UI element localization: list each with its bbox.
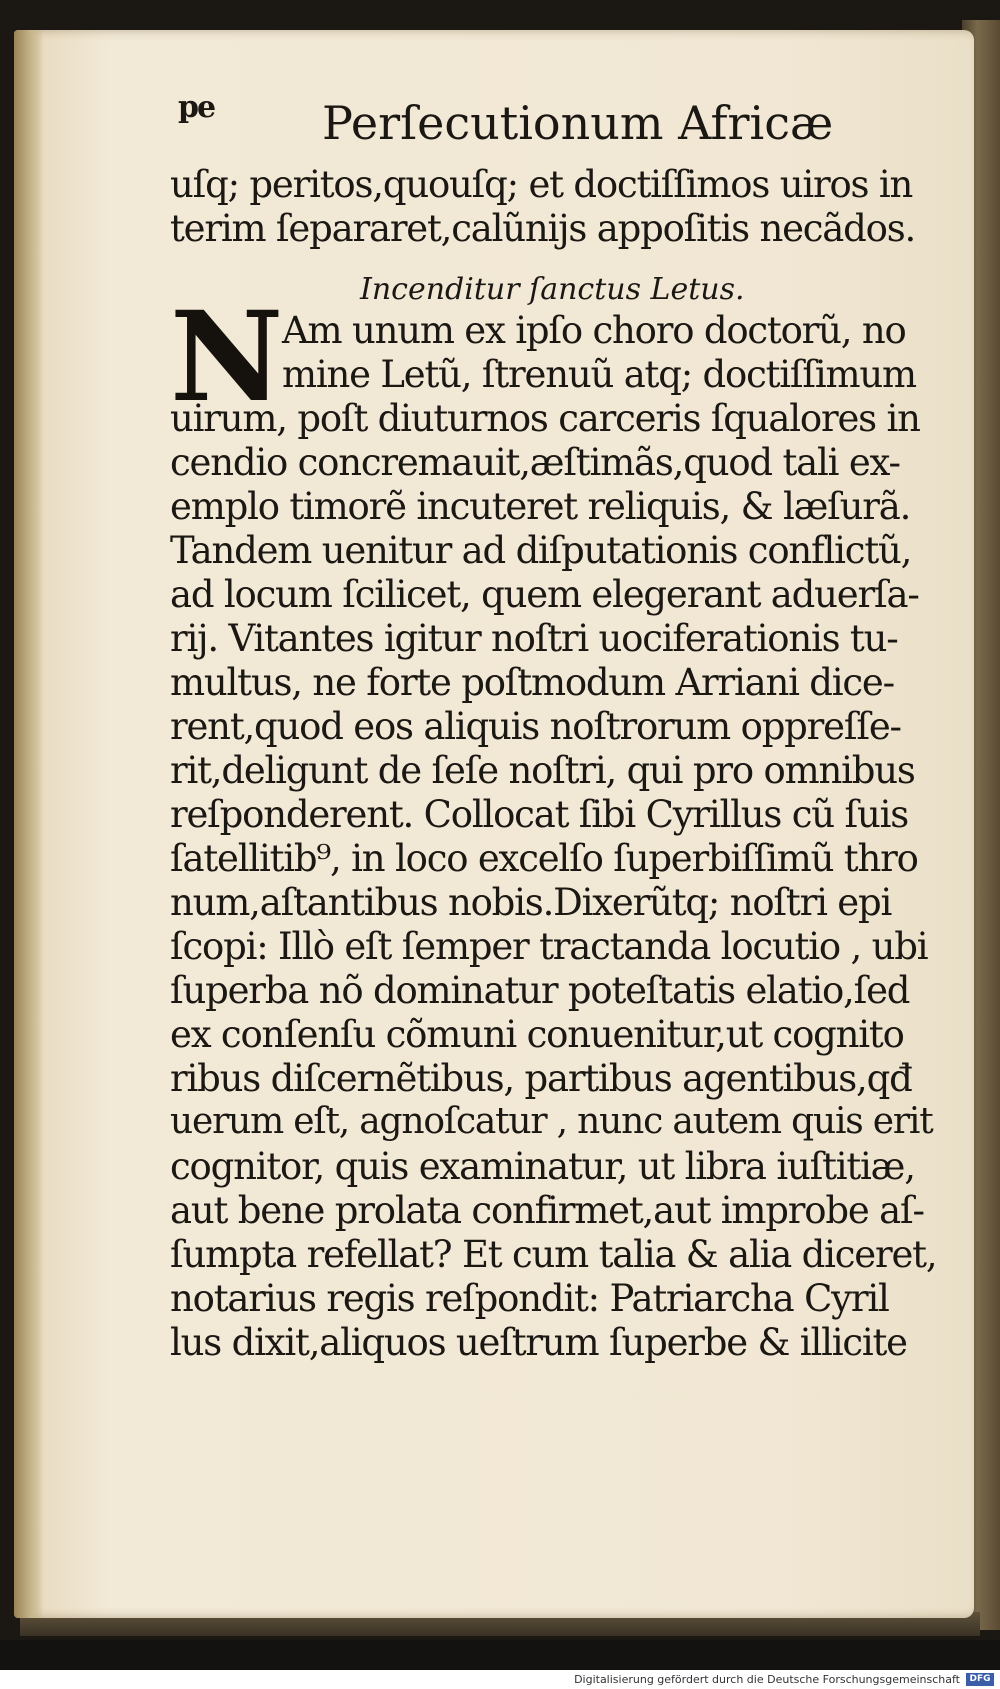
text-line: ſumpta refellat? Et cum talia & alia diceret,: [170, 1233, 937, 1276]
text-line: rent,quod eos aliquis noſtrorum oppreſſe-: [170, 705, 901, 748]
text-line: ribus diſcernẽtibus, partibus agentibus,qđ: [170, 1057, 912, 1100]
dfg-logo: DFG: [966, 1673, 994, 1686]
funding-credit: Digitalisierung gefördert durch die Deutsche Forschungsgemeinschaft: [574, 1673, 960, 1686]
text-line: rit,deligunt de ſeſe noſtri, qui pro omnibus: [170, 749, 915, 792]
text-line: ex conſenſu cõmuni conuenitur,ut cognito: [170, 1013, 904, 1056]
page-number: ре: [178, 90, 215, 125]
text-line: notarius regis reſpondit: Patriarcha Cyril: [170, 1277, 889, 1320]
text-line: multus, ne forte poſtmodum Arriani dice-: [170, 661, 894, 704]
text-line: uſq; peritos,quouſq; et doctiſſimos uiros in: [170, 163, 913, 206]
text-line: rij. Vitantes igitur noſtri uociferationis tu-: [170, 617, 898, 660]
text-line: Tandem uenitur ad diſputationis conflictũ,: [170, 529, 912, 572]
text-line: num,aſtantibus nobis.Dixerũtq; noſtri epi: [170, 881, 892, 924]
footer-bar: [0, 1670, 1000, 1689]
text-line: terim ſepararet,calũnijs appoſitis necãdos.: [170, 207, 916, 250]
text-line: emplo timorẽ incuteret reliquis, & læſurã.: [170, 485, 911, 528]
text-line: lus dixit,aliquos ueſtrum ſuperbe & illicite: [170, 1321, 907, 1364]
marginal-caption: Incenditur ſanctus Letus.: [360, 272, 745, 307]
text-line: uirum, poſt diuturnos carceris ſqualores in: [170, 397, 920, 440]
text-line: cognitor, quis examinatur, ut libra iuſtitiæ,: [170, 1145, 915, 1188]
text-line: ſatellitib⁹, in loco excelſo ſuperbiſſimũ thro: [170, 837, 918, 880]
text-line: mine Letũ, ſtrenuũ atq; doctiſſimum: [282, 353, 916, 396]
page-gutter: [14, 30, 44, 1618]
drop-initial: N: [170, 285, 284, 430]
text-line: reſponderent. Collocat ſibi Cyrillus cũ ſuis: [170, 793, 909, 836]
running-head: Perſecutionum Africæ: [322, 96, 834, 150]
text-line: ſuperba nõ dominatur poteſtatis elatio,ſed: [170, 969, 910, 1012]
text-line: ad locum ſcilicet, quem elegerant aduerſa-: [170, 573, 919, 616]
text-line: ſcopi: Illò eſt ſemper tractanda locutio , ubi: [170, 925, 928, 968]
text-line: aut bene prolata confirmet,aut improbe aſ-: [170, 1189, 924, 1232]
text-line: cendio concremauit,æſtimãs,quod tali ex-: [170, 441, 900, 484]
text-line: uerum eſt, agnoſcatur , nunc autem quis erit: [170, 1101, 933, 1142]
text-line: Am unum ex ipſo choro doctorũ, no: [282, 309, 906, 352]
